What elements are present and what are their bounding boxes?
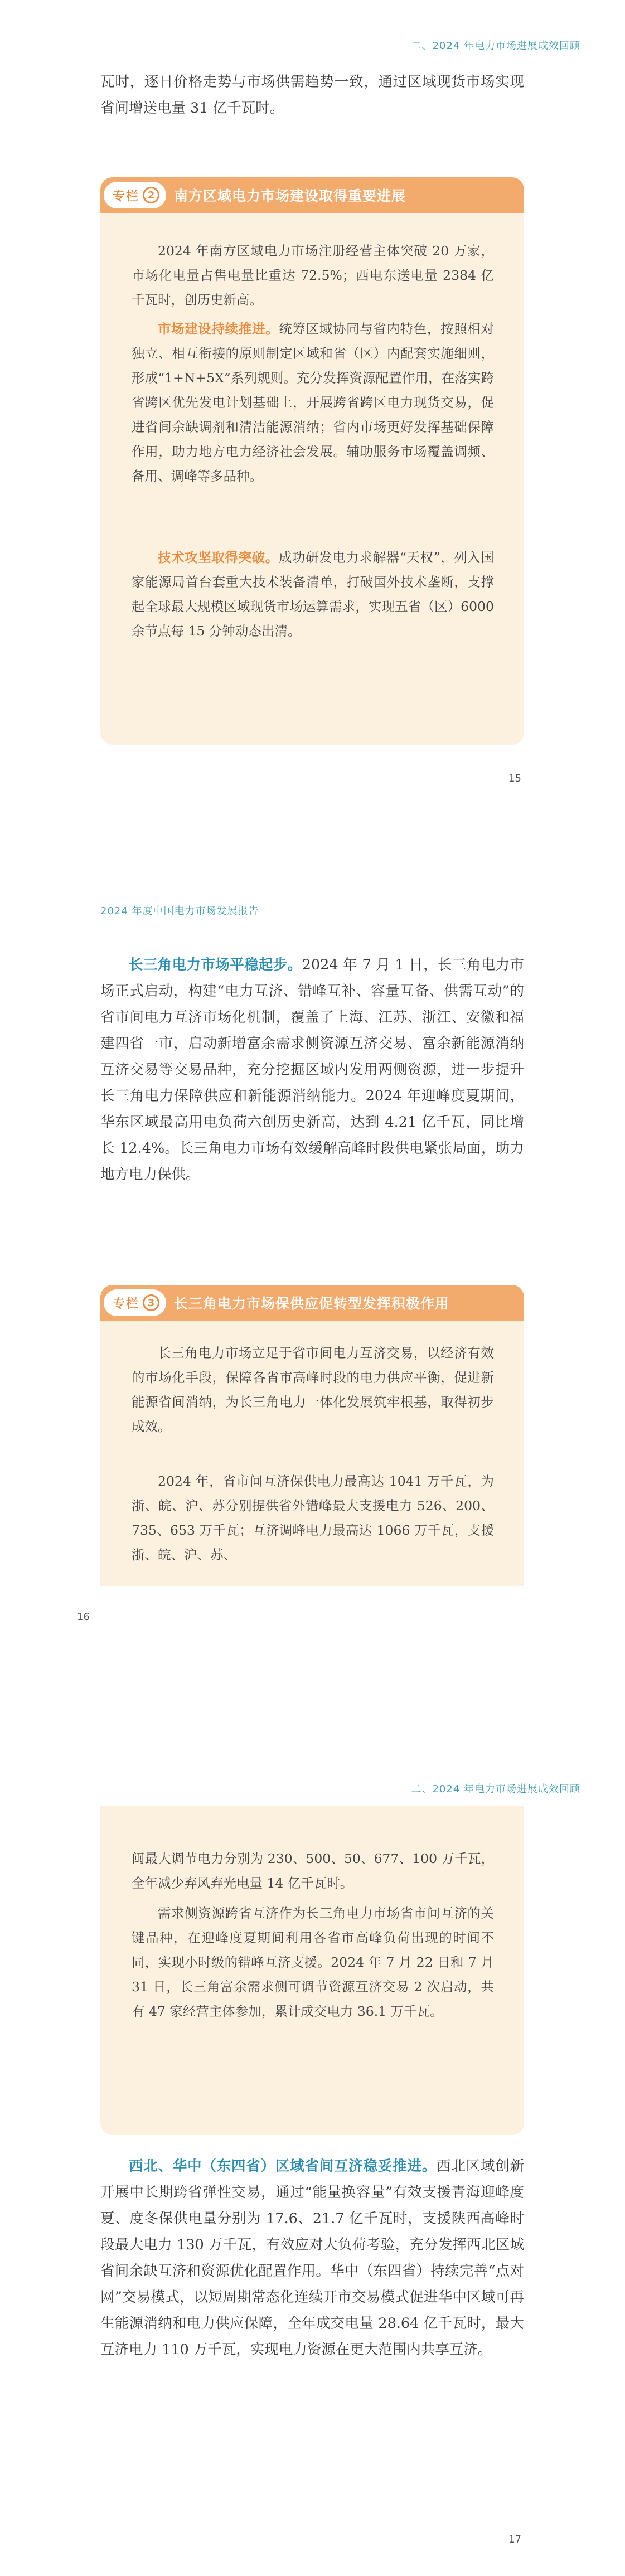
page-15 [0, 0, 625, 858]
feature-box-2 [100, 177, 524, 745]
body-paragraph: 瓦时，逐日价格走势与市场供需趋势一致，通过区域现货市场实现省间增送电量 31 亿千瓦时。 [100, 74, 524, 117]
page-16 [0, 858, 625, 1720]
body-paragraph [100, 2153, 524, 2363]
paragraph-lead: 市场建设持续推进。 [158, 321, 279, 337]
feature-paragraph: 长三角电力市场立足于省市间电力互济交易，以经济有效的市场化手段，保障各省市高峰时段的电力供应平衡，促进新能源省间消纳，为长三角电力一体化发展筑牢根基，取得初步成效。 [132, 1345, 494, 1434]
feature-paragraph [132, 317, 494, 488]
page-number: 15 [508, 773, 521, 784]
paragraph-text: 西北区域创新开展中长期跨省弹性交易，通过“能量换容量”有效支援青海迎峰度夏、度冬保供电量分别为 17.6、21.7 亿千瓦时，支援陕西高峰时段最大电力 130 万千瓦，有效应对大负荷考验，充分发挥西北区域省间余缺互济和资源优化配置作用。华中（东四省）持续完善“点对网”交易模式，以短周期常态化连续开市交易模式促进华中区域可再生能源消纳和电力供应保障，全年成交电量 28.64 亿千瓦时，最大互济电力 110 万千瓦，实现电力资源在更大范围内共享互济。 [100, 2158, 524, 2358]
feature-tag-label: 专栏 [113, 1297, 140, 1311]
feature-box-title: 南方区域电力市场建设取得重要进展 [174, 188, 406, 204]
paragraph-text: 成功研发电力求解器“天权”，列入国家能源局首台套重大技术装备清单，打破国外技术垄断，支撑起全球最大规模区域现货市场运算需求，实现五省（区）6000 余节点每 15 分钟动态出清。 [132, 550, 494, 639]
feature-tag-label: 专栏 [113, 189, 140, 203]
page-17 [0, 1720, 625, 2576]
page-number: 17 [508, 2534, 521, 2545]
feature-paragraph: 闽最大调节电力分别为 230、500、50、677、100 万千瓦，全年减少弃风弃光电量 14 亿千瓦时。 [132, 1851, 494, 1891]
feature-box-title: 长三角电力市场保供应促转型发挥积极作用 [174, 1296, 450, 1312]
feature-tag-number: 2 [143, 187, 159, 203]
feature-tag [104, 1289, 166, 1316]
feature-box-3 [100, 1285, 524, 1586]
paragraph-text: 2024 年 7 月 1 日，长三角电力市场正式启动，构建“电力互济、错峰互补、容量互备、供需互动”的省市间电力互济市场化机制，覆盖了上海、江苏、浙江、安徽和福建四省一市，启动新增富余需求侧资源互济交易、富余新能源消纳互济交易等交易品种，充分挖掘区域内发用两侧资源，进一步提升长三角电力保障供应和新能源消纳能力。2024 年迎峰度夏期间，华东区域最高用电负荷六创历史新高，达到 4.21 亿千瓦，同比增长 12.4%。长三角电力市场有效缓解高峰时段供电紧张局面，助力地方电力保供。 [100, 957, 524, 1183]
paragraph-text: 统筹区域协同与省内特色，按照相对独立、相互衔接的原则制定区域和省（区）内配套实施细则，形成“1+N+5X”系列规则。充分发挥资源配置作用，在落实跨省跨区优先发电计划基础上，开展跨省跨区电力现货交易，促进省间余缺调剂和清洁能源消纳；省内市场更好发挥基础保障作用，助力地方电力经济社会发展。辅助服务市场覆盖调频、备用、调峰等多品种。 [132, 321, 494, 484]
feature-paragraph [132, 545, 494, 643]
feature-tag-number: 3 [143, 1294, 159, 1311]
feature-box-header [100, 1285, 524, 1321]
feature-paragraph: 需求侧资源跨省互济作为长三角电力市场省市间互济的关键品种，在迎峰度夏期间利用各省市高峰负荷出现的时间不同，实现小时级的错峰互济支援。2024 年 7 月 22 日和 7 月 31 日，长三角富余需求侧可调节资源互济交易 2 次启动，共有 47 家经营主体参加，累计成交电力 36.1 万千瓦。 [132, 1905, 494, 2019]
body-paragraph [100, 952, 524, 1188]
feature-paragraph: 2024 年，省市间互济保供电力最高达 1041 万千瓦，为浙、皖、沪、苏分别提供省外错峰最大支援电力 526、200、735、653 万千瓦；互济调峰电力最高达 1066 万千瓦，支援浙、皖、沪、苏、 [132, 1473, 494, 1563]
feature-box-header [100, 177, 524, 213]
page-number: 16 [77, 1611, 90, 1623]
running-head: 2024 年度中国电力市场发展报告 [100, 905, 259, 917]
paragraph-lead: 西北、华中（东四省）区域省间互济稳妥推进。 [129, 2158, 437, 2175]
feature-paragraph: 2024 年南方区域电力市场注册经营主体突破 20 万家，市场化电量占售电量比重达 72.5%；西电东送电量 2384 亿千瓦时，创历史新高。 [132, 243, 494, 308]
paragraph-lead: 技术攻坚取得突破。 [158, 550, 279, 565]
paragraph-lead: 长三角电力市场平稳起步。 [129, 957, 302, 973]
running-head: 二、2024 年电力市场进展成效回顾 [411, 1783, 580, 1795]
feature-tag [104, 182, 166, 208]
running-head: 二、2024 年电力市场进展成效回顾 [411, 40, 580, 52]
feature-box-3-continued [100, 1806, 524, 2135]
